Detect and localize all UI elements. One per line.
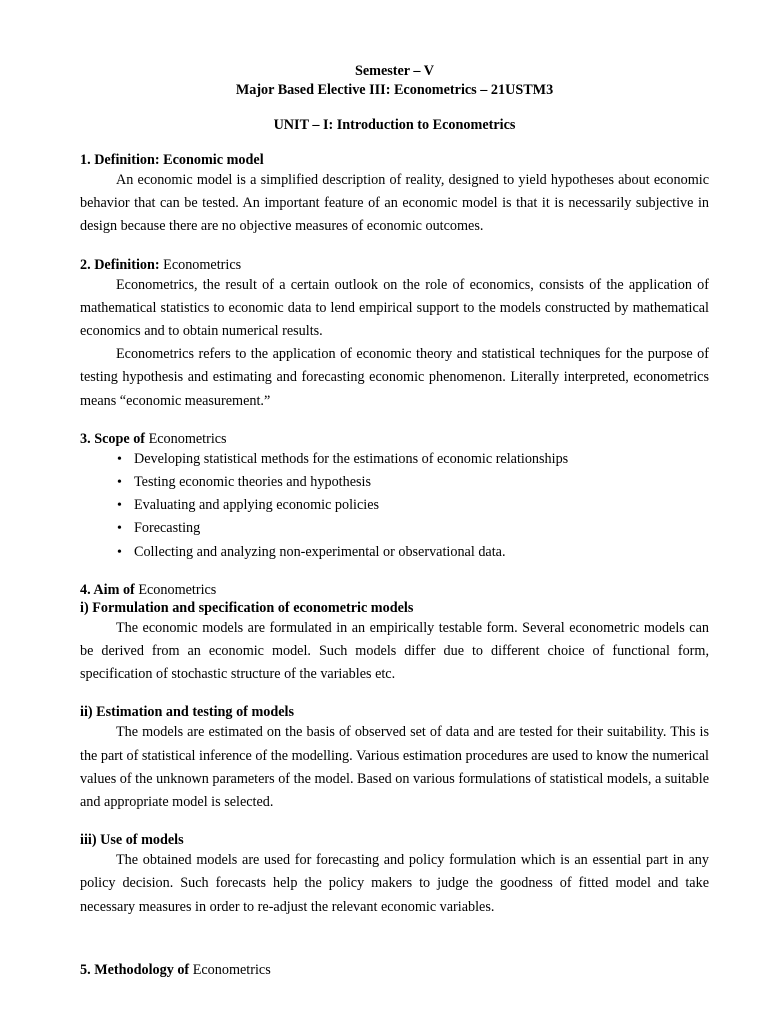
heading-bold-part: 5. Methodology of — [80, 961, 193, 978]
section-heading — [80, 961, 709, 979]
list-item-text: Developing statistical methods for the estimations of economic relationships — [134, 450, 569, 467]
section-heading — [80, 256, 709, 274]
scope-list — [80, 448, 709, 564]
heading-plain-part: Econometrics — [163, 256, 242, 273]
paragraph: The obtained models are used for forecasting and policy formulation which is an essential part in any policy decision. Such forecasts help the policy makers to judge the goodness of fitted model and take necessary measures in order to re-adjust the relevant economic variables. — [80, 852, 709, 915]
section-scope — [80, 430, 709, 564]
semester-title: Semester – V — [354, 63, 435, 79]
paragraph: The economic models are formulated in an empirically testable form. Several econometric models can be derived from an economic model. Such models differ due to different choice of functional form, specification of stochastic structure of the variables etc. — [80, 619, 709, 683]
paragraph: Econometrics refers to the application of economic theory and statistical techniques for the purpose of testing hypothesis and estimating and forecasting economic phenomenon. Literally interpreted, econometrics means “economic measurement.” — [80, 346, 709, 409]
section-aim — [80, 581, 709, 919]
section-econometrics-definition — [80, 256, 709, 413]
document-header — [80, 62, 709, 100]
section-heading: 1. Definition: Economic model — [80, 152, 264, 168]
paragraph: An economic model is a simplified description of reality, designed to yield hypotheses about economic behavior that can be tested. An important feature of an economic model is that it is necessarily subjective in design because there are no objective measures of economic outcomes. — [80, 172, 709, 235]
bullet-icon: • — [117, 498, 122, 514]
list-item-text: Evaluating and applying economic policies — [134, 497, 380, 514]
list-item-text: Forecasting — [134, 520, 201, 537]
bullet-icon: • — [117, 475, 122, 491]
bullet-icon: • — [117, 544, 122, 560]
list-item-text: Testing economic theories and hypothesis — [134, 474, 371, 491]
document-page — [80, 62, 709, 979]
section-economic-model — [80, 151, 709, 239]
heading-bold-part: 3. Scope of — [80, 430, 149, 447]
heading-plain-part: Econometrics — [192, 961, 271, 978]
paragraph: The models are estimated on the basis of observed set of data and are tested for their suitability. This is the part of statistical inference of the modelling. Various estimation procedures are used to know the numerical values of the unknown parameters of the model. Based on various formulations of statistical models, a suitable and appropriate model is selected. — [80, 724, 709, 811]
course-title: Major Based Elective III: Econometrics – 21USTM3 — [235, 82, 554, 98]
subsection-heading: iii) Use of models — [80, 832, 184, 849]
section-heading — [80, 430, 709, 448]
list-item — [117, 448, 709, 471]
bullet-icon: • — [117, 451, 122, 467]
list-item — [117, 494, 709, 517]
section-heading — [80, 581, 709, 599]
subsection-heading: ii) Estimation and testing of models — [80, 704, 295, 721]
list-item-text: Collecting and analyzing non-experimental or observational data. — [134, 543, 506, 560]
list-item — [117, 541, 709, 564]
unit-title: UNIT – I: Introduction to Econometrics — [273, 117, 516, 133]
paragraph: Econometrics, the result of a certain outlook on the role of economics, consists of the application of mathematical statistics to economic data to lend empirical support to the models constructed by mathematical economics and to obtain numerical results. — [80, 276, 709, 340]
list-item — [117, 517, 709, 540]
heading-plain-part: Econometrics — [138, 581, 217, 598]
heading-bold-part: 4. Aim of — [80, 581, 139, 598]
list-item — [117, 471, 709, 494]
subsection-heading: i) Formulation and specification of econometric models — [80, 599, 414, 616]
heading-bold-part: 2. Definition: — [80, 256, 164, 273]
heading-plain-part: Econometrics — [148, 430, 227, 447]
bullet-icon: • — [117, 521, 122, 537]
section-methodology — [80, 961, 709, 979]
